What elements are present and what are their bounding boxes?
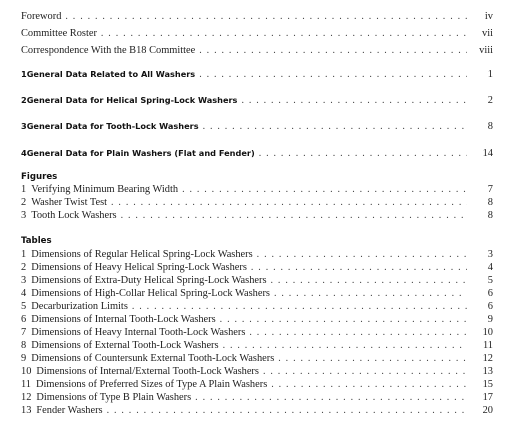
dot-leader	[257, 248, 467, 261]
dot-leader	[203, 120, 467, 133]
toc-entry-label: Dimensions of Countersunk External Tooth-Lock Washers	[31, 353, 275, 364]
dot-leader	[182, 183, 467, 196]
item-number: 1	[21, 184, 27, 195]
toc-table-12[interactable]	[21, 391, 493, 404]
item-number: 2	[21, 197, 27, 208]
item-number: 4	[21, 288, 27, 299]
toc-entry-page: 6	[487, 288, 493, 299]
dot-leader	[199, 68, 467, 81]
dot-leader	[271, 378, 467, 391]
toc-entry-label: Dimensions of External Tooth-Lock Washers	[31, 340, 219, 351]
toc-table-1[interactable]	[21, 248, 493, 261]
toc-entry-page: 12	[482, 353, 493, 364]
toc-entry-page: 6	[487, 301, 493, 312]
toc-entry-label: Dimensions of Regular Helical Spring-Lock Washers	[31, 249, 253, 260]
item-number: 6	[21, 314, 27, 325]
toc-entry-page: 4	[487, 262, 493, 273]
toc-section-2[interactable]	[21, 94, 493, 107]
dot-leader	[259, 147, 467, 160]
toc-entry-label: Decarburization Limits	[31, 301, 128, 312]
toc-entry-committee-roster[interactable]	[21, 27, 493, 40]
toc-entry-label: Foreword	[21, 11, 62, 22]
toc-entry-page: 8	[487, 197, 493, 208]
toc-table-5[interactable]	[21, 300, 493, 313]
dot-leader	[263, 365, 467, 378]
item-number: 2	[21, 262, 27, 273]
dot-leader	[271, 274, 467, 287]
item-number: 10	[21, 366, 32, 377]
toc-table-4[interactable]	[21, 287, 493, 300]
toc-entry-page: 20	[482, 405, 493, 416]
dot-leader	[249, 326, 467, 339]
toc-entry-correspondence[interactable]	[21, 44, 493, 57]
toc-entry-page: 10	[482, 327, 493, 338]
toc-table-9[interactable]	[21, 352, 493, 365]
toc-table-13[interactable]	[21, 404, 493, 417]
dot-leader	[241, 94, 467, 107]
tables-heading: Tables	[21, 236, 52, 246]
toc-section-3[interactable]	[21, 120, 493, 133]
item-number: 1	[21, 249, 27, 260]
dot-leader	[101, 27, 467, 40]
dot-leader	[107, 404, 467, 417]
toc-entry-page: viii	[479, 45, 493, 56]
toc-table-8[interactable]	[21, 339, 493, 352]
toc-table-6[interactable]	[21, 313, 493, 326]
dot-leader	[274, 287, 467, 300]
section-title: General Data for Helical Spring-Lock Washers	[26, 95, 238, 105]
toc-entry-label: Committee Roster	[21, 28, 97, 39]
toc-entry-label: Dimensions of High-Collar Helical Spring-Lock Washers	[31, 288, 270, 299]
dot-leader	[132, 300, 467, 313]
toc-figure-3[interactable]	[21, 209, 493, 222]
toc-entry-label: Dimensions of Heavy Helical Spring-Lock Washers	[31, 262, 247, 273]
section-title: General Data for Tooth-Lock Washers	[26, 121, 199, 131]
item-number: 5	[21, 301, 27, 312]
toc-figure-2[interactable]	[21, 196, 493, 209]
toc-entry-label: Dimensions of Type B Plain Washers	[36, 392, 192, 403]
toc-entry-label: Dimensions of Internal Tooth-Lock Washers	[31, 314, 216, 325]
item-number: 9	[21, 353, 27, 364]
toc-entry-page: 15	[482, 379, 493, 390]
toc-entry-page: 7	[487, 184, 493, 195]
section-title: General Data Related to All Washers	[26, 69, 196, 79]
dot-leader	[220, 313, 467, 326]
toc-entry-page: vii	[482, 28, 493, 39]
toc-entry-label: Washer Twist Test	[31, 197, 108, 208]
toc-table-2[interactable]	[21, 261, 493, 274]
dot-leader	[251, 261, 467, 274]
toc-section-4[interactable]	[21, 147, 493, 160]
toc-entry-page: 9	[487, 314, 493, 325]
toc-entry-page: 5	[487, 275, 493, 286]
toc-entry-label: Dimensions of Preferred Sizes of Type A Plain Washers	[36, 379, 268, 390]
toc-entry-label: Dimensions of Heavy Internal Tooth-Lock Washers	[31, 327, 246, 338]
toc-entry-label: Verifying Minimum Bearing Width	[31, 184, 179, 195]
item-number: 13	[21, 405, 32, 416]
section-number: 1	[21, 69, 27, 79]
toc-entry-label: Tooth Lock Washers	[31, 210, 117, 221]
toc-table-10[interactable]	[21, 365, 493, 378]
toc-entry-page: 13	[482, 366, 493, 377]
item-number: 8	[21, 340, 27, 351]
section-number: 2	[21, 95, 27, 105]
section-number: 3	[21, 121, 27, 131]
dot-leader	[111, 196, 467, 209]
toc-entry-page: 2	[487, 95, 493, 106]
toc-entry-label: Correspondence With the B18 Committee	[21, 45, 196, 56]
dot-leader	[223, 339, 467, 352]
dot-leader	[278, 352, 467, 365]
dot-leader	[199, 44, 467, 57]
toc-entry-page: 3	[487, 249, 493, 260]
toc-entry-label: Dimensions of Internal/External Tooth-Lock Washers	[36, 366, 259, 377]
toc-section-1[interactable]	[21, 68, 493, 81]
toc-figure-1[interactable]	[21, 183, 493, 196]
toc-entry-label: Fender Washers	[36, 405, 103, 416]
dot-leader	[121, 209, 467, 222]
toc-entry-label: Dimensions of Extra-Duty Helical Spring-Lock Washers	[31, 275, 267, 286]
item-number: 11	[21, 379, 32, 390]
toc-table-11[interactable]	[21, 378, 493, 391]
toc-entry-page: 8	[487, 210, 493, 221]
toc-entry-page: 11	[482, 340, 493, 351]
toc-entry-page: 14	[482, 148, 493, 159]
dot-leader	[195, 391, 467, 404]
item-number: 12	[21, 392, 32, 403]
toc-entry-page: 17	[482, 392, 493, 403]
toc-entry-page: 8	[487, 121, 493, 132]
toc-entry-page: iv	[484, 11, 493, 22]
section-number: 4	[21, 148, 27, 158]
dot-leader	[65, 10, 467, 23]
section-title: General Data for Plain Washers (Flat and Fender)	[26, 148, 255, 158]
item-number: 3	[21, 210, 27, 221]
item-number: 7	[21, 327, 27, 338]
toc-entry-foreword[interactable]	[21, 10, 493, 23]
item-number: 3	[21, 275, 27, 286]
figures-heading: Figures	[21, 172, 58, 182]
toc-table-7[interactable]	[21, 326, 493, 339]
toc-entry-page: 1	[487, 69, 493, 80]
toc-table-3[interactable]	[21, 274, 493, 287]
